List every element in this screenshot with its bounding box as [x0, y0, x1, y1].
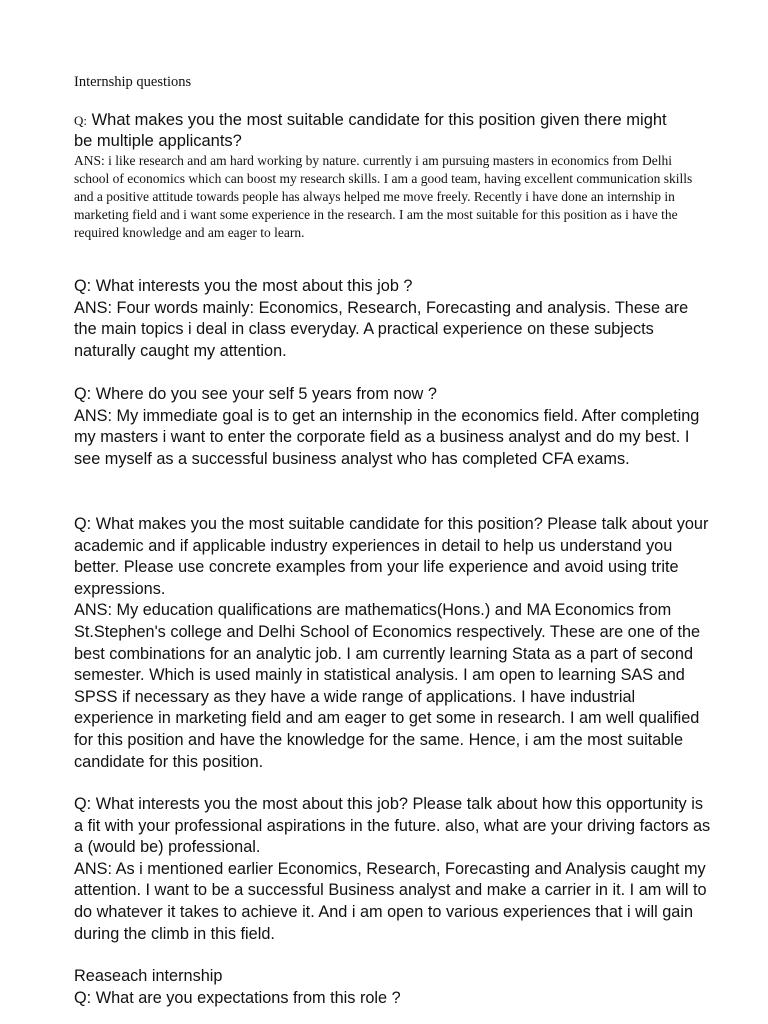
question-2: Q: What interests you the most about this job ? [74, 277, 413, 295]
qa-block-4 [74, 514, 714, 773]
answer-5: ANS: As i mentioned earlier Economics, Research, Forecasting and Analysis caught my attention. I want to be a successful Business analyst and make a carrier in it. I am will to do whatever it takes to achieve it. And i am open to various experiences that i will gain during the climb in this field. [74, 859, 707, 943]
answer-4: ANS: My education qualifications are mathematics(Hons.) and MA Economics from St.Stephen's college and Delhi School of Economics respectively. These are one of the best combinations for an analytic job. I am currently learning Stata as a part of second semester. Which is used mainly in statistical analysis. I am open to learning SAS and SPSS if necessary as they have a wide range of applications. I have industrial experience in marketing field and am eager to get some in research. I am well qualified for this position and have the knowledge for the same. Hence, i am the most suitable candidate for this position. [74, 601, 701, 771]
qa-block-3 [74, 384, 714, 470]
question-4: Q: What makes you the most suitable candidate for this position? Please talk about your academic and if applicable industry experiences in detail to help us understand you better. Please use concrete examples from your life experience and avoid using trite expressions. [74, 515, 709, 598]
question-5: Q: What interests you the most about this job? Please talk about how this opportunity is a fit with your professional aspirations in the future. also, what are your driving factors as a (would be) professional. [74, 795, 711, 857]
section-heading: Reaseach internship [74, 967, 223, 985]
answer-2: ANS: Four words mainly: Economics, Research, Forecasting and analysis. These are the main topics i deal in class everyday. A practical experience on these subjects naturally caught my attention. [74, 298, 689, 360]
section-research-internship [74, 966, 714, 1009]
question-3: Q: Where do you see your self 5 years from now ? [74, 385, 437, 403]
qa-block-5 [74, 794, 714, 945]
answer-3: ANS: My immediate goal is to get an internship in the economics field. After completing my masters i want to enter the corporate field as a business analyst and do my best. I see myself as a successful business analyst who has completed CFA exams. [74, 406, 700, 468]
question-6: Q: What are you expectations from this role ? [74, 988, 401, 1007]
document-title: Internship questions [74, 74, 192, 90]
question-1-text: What makes you the most suitable candidate for this position given there might be multiple applicants? [74, 111, 667, 150]
question-1 [74, 110, 674, 152]
answer-1: ANS: i like research and am hard working by nature. currently i am pursuing masters in economics from Delhi school of economics which can boost my research skills. I am a good team, having excellent communication skills and a positive attitude towards people has always helped me move freely. Recently i have done an internship in marketing field and i want some experience in the research. I am the most suitable for this position as i have the required knowledge and am eager to learn. [74, 153, 693, 240]
qa-block-2 [74, 276, 714, 362]
question-1-prefix: Q: [74, 113, 87, 128]
